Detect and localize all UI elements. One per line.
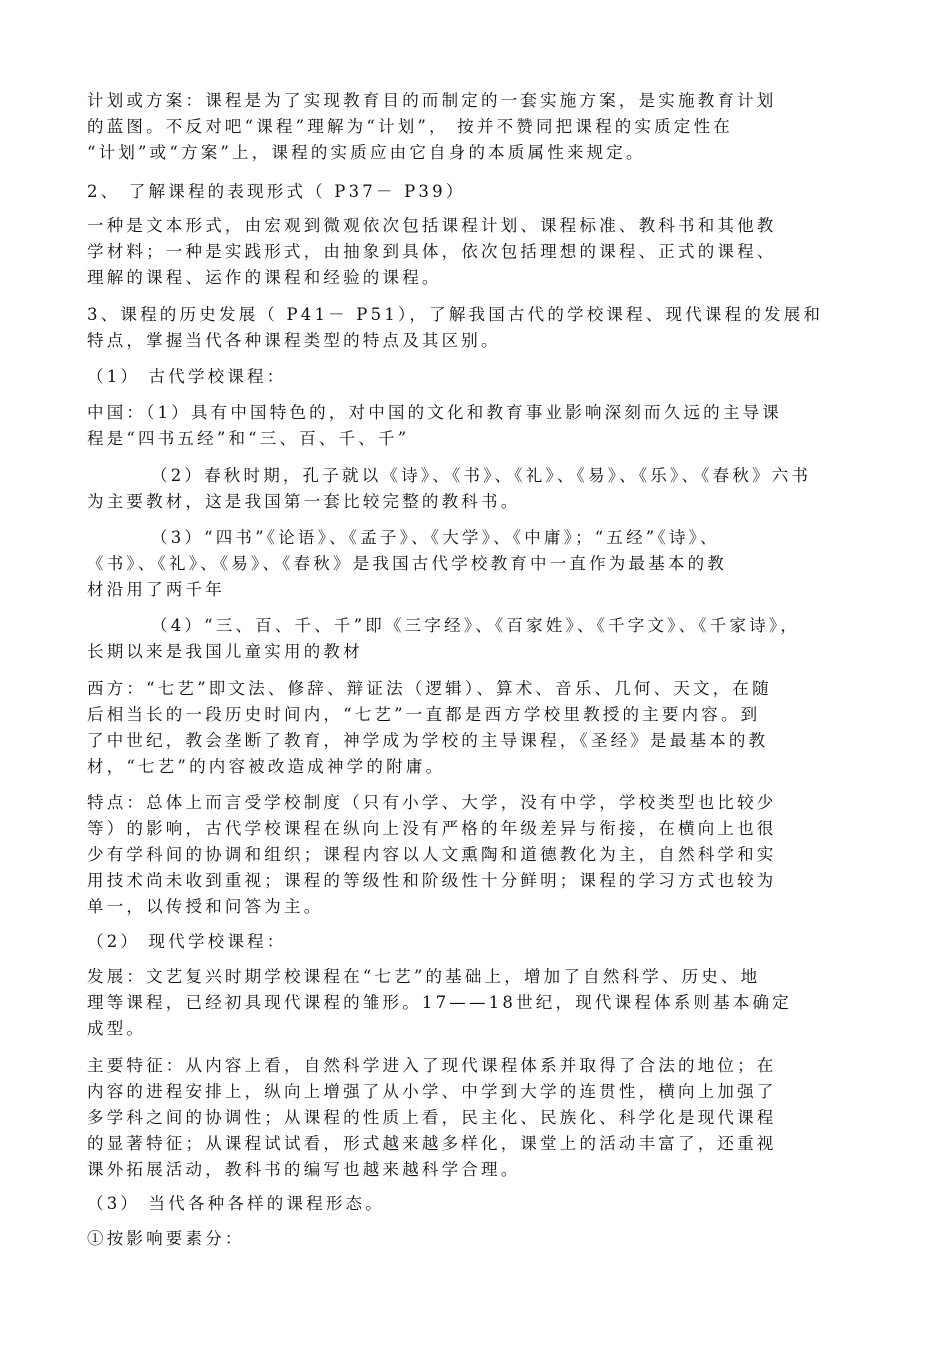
text-line: 单一，以传授和问答为主。 [87, 897, 324, 916]
heading-by-influencing-factors [87, 1226, 865, 1252]
text-line: 的蓝图。不反对吧“课程”理解为“计划”， 按并不赞同把课程的实质定性在 [87, 117, 733, 136]
heading-course-history [87, 302, 865, 354]
paragraph-china-1 [87, 400, 865, 452]
text-line: 等）的影响，古代学校课程在纵向上没有严格的年级差异与衔接，在横向上也很 [87, 819, 777, 838]
text-line: “计划”或“方案”上，课程的实质应由它自身的本质属性来规定。 [87, 143, 646, 162]
text-line: 主要特征：从内容上看，自然科学进入了现代课程体系并取得了合法的地位；在 [87, 1056, 777, 1075]
text-line: 理解的课程、运作的课程和经验的课程。 [87, 268, 442, 287]
text-line: 学材料；一种是实践形式，由抽象到具体，依次包括理想的课程、正式的课程、 [87, 242, 777, 261]
text-line: 3、课程的历史发展（ P41－ P51），了解我国古代的学校课程、现代课程的发展和 [87, 305, 824, 324]
paragraph-west [87, 676, 865, 780]
paragraph-modern-features [87, 1053, 865, 1183]
heading-ancient-school-courses [87, 364, 865, 390]
text-line: 理等课程，已经初具现代课程的雏形。17——18世纪，现代课程体系则基本确定 [87, 993, 792, 1012]
paragraph-text-and-practice-forms [87, 213, 865, 291]
text-line: 材，“七艺”的内容被改造成神学的附庸。 [87, 757, 446, 776]
text-line: 计划或方案：课程是为了实现教育目的而制定的一套实施方案，是实施教育计划 [87, 91, 777, 110]
text-line: 中国：（1）具有中国特色的，对中国的文化和教育事业影响深刻而久远的主导课 [87, 403, 782, 422]
text-line: 成型。 [87, 1019, 147, 1038]
text-line: （3）“四书”《论语》、《孟子》、《大学》、《中庸》；“五经”《诗》、 [151, 528, 720, 547]
text-line: 一种是文本形式，由宏观到微观依次包括课程计划、课程标准、教科书和其他教 [87, 216, 777, 235]
paragraph-china-4 [87, 613, 865, 665]
text-line: 2、 了解课程的表现形式（ P37－ P39） [87, 182, 466, 201]
text-line: 的显著特征；从课程试试看，形式越来越多样化，课堂上的活动丰富了，还重视 [87, 1134, 777, 1153]
text-line: 西方：“七艺”即文法、修辞、辩证法（逻辑）、算术、音乐、几何、天文，在随 [87, 679, 772, 698]
text-line: 多学科之间的协调性；从课程的性质上看，民主化、民族化、科学化是现代课程 [87, 1108, 777, 1127]
text-line: 特点：总体上而言受学校制度（只有小学、大学，没有中学，学校类型也比较少 [87, 793, 777, 812]
text-line: 长期以来是我国儿童实用的教材 [87, 642, 363, 661]
text-line: （1） 古代学校课程： [87, 367, 287, 386]
text-line: 《书》、《礼》、《易》、《春秋》是我国古代学校教育中一直作为最基本的教 [87, 554, 727, 573]
text-line: 少有学科间的协调和组织；课程内容以人文熏陶和道德教化为主，自然科学和实 [87, 845, 777, 864]
text-line: 为主要教材，这是我国第一套比较完整的教科书。 [87, 492, 521, 511]
text-line: 课外拓展活动，教科书的编写也越来越科学合理。 [87, 1160, 521, 1179]
text-line: 材沿用了两千年 [87, 580, 225, 599]
text-line: （2） 现代学校课程： [87, 932, 287, 951]
paragraph-modern-development [87, 964, 865, 1042]
paragraph-ancient-features [87, 790, 865, 920]
text-line: 用技术尚未收到重视；课程的等级性和阶级性十分鲜明；课程的学习方式也较为 [87, 871, 777, 890]
heading-contemporary-course-forms [87, 1191, 865, 1217]
text-line: ①按影响要素分： [87, 1229, 245, 1248]
text-line: （4）“三、百、千、千”即《三字经》、《百家姓》、《千字文》、《千家诗》， [151, 616, 801, 635]
paragraph-china-2 [87, 463, 865, 515]
text-line: 发展：文艺复兴时期学校课程在“七艺”的基础上，增加了自然科学、历史、地 [87, 967, 761, 986]
text-line: （3） 当代各种各样的课程形态。 [87, 1194, 385, 1213]
paragraph-china-3 [87, 525, 865, 603]
heading-modern-school-courses [87, 929, 865, 955]
text-line: 内容的进程安排上，纵向上增强了从小学、中学到大学的连贯性，横向上加强了 [87, 1082, 777, 1101]
text-line: 后相当长的一段历史时间内，“七艺”一直都是西方学校里教授的主要内容。到 [87, 705, 761, 724]
text-line: 程是“四书五经”和“三、百、千、千” [87, 429, 410, 448]
text-line: （2）春秋时期，孔子就以《诗》、《书》、《礼》、《易》、《乐》、《春秋》六书 [151, 466, 812, 485]
text-line: 特点，掌握当代各种课程类型的特点及其区别。 [87, 331, 501, 350]
heading-course-forms [87, 179, 865, 205]
paragraph-plan-or-scheme [87, 88, 865, 166]
text-line: 了中世纪，教会垄断了教育，神学成为学校的主导课程，《圣经》是最基本的教 [87, 731, 769, 750]
